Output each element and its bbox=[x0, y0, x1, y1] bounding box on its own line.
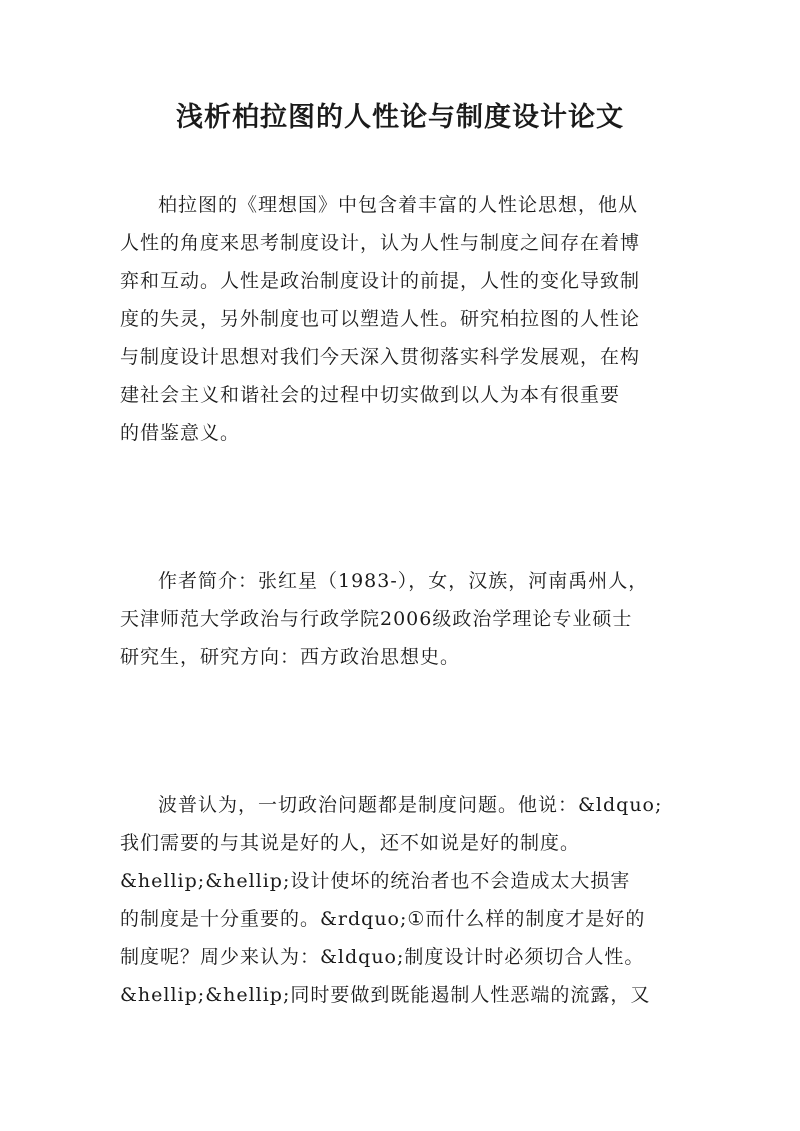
paragraph-line: 制度呢？周少来认为：&ldquo;制度设计时必须切合人性。 bbox=[120, 946, 645, 968]
paragraph-line: 人性的角度来思考制度设计，认为人性与制度之间存在着博 bbox=[120, 232, 641, 254]
paragraph-line: 的制度是十分重要的。&rdquo;①而什么样的制度才是好的 bbox=[120, 908, 646, 930]
paragraph-line: 研究生，研究方向：西方政治思想史。 bbox=[120, 646, 461, 668]
paragraph-line: 的借鉴意义。 bbox=[120, 422, 241, 444]
document-title: 浅析柏拉图的人性论与制度设计论文 bbox=[176, 102, 624, 133]
paragraph-line: 与制度设计思想对我们今天深入贯彻落实科学发展观，在构 bbox=[120, 346, 641, 368]
paragraph-line: &hellip;&hellip;同时要做到既能遏制人性恶端的流露，又 bbox=[120, 984, 651, 1006]
paragraph-body bbox=[120, 786, 686, 1014]
paragraph-line: 波普认为，一切政治问题都是制度问题。他说：&ldquo; bbox=[158, 794, 663, 816]
paragraph-line: 建社会主义和谐社会的过程中切实做到以人为本有很重要 bbox=[120, 384, 621, 406]
paragraph-abstract bbox=[120, 186, 686, 452]
paragraph-line: 弈和互动。人性是政治制度设计的前提，人性的变化导致制 bbox=[120, 270, 641, 292]
paragraph-line: 我们需要的与其说是好的人，还不如说是好的制度。 bbox=[120, 832, 581, 854]
paragraph-line: 柏拉图的《理想国》中包含着丰富的人性论思想，他从 bbox=[158, 194, 639, 216]
paragraph-line: &hellip;&hellip;设计使坏的统治者也不会造成太大损害 bbox=[120, 870, 631, 892]
paragraph-line: 天津师范大学政治与行政学院2006级政治学理论专业硕士 bbox=[120, 608, 633, 630]
paragraph-line: 度的失灵，另外制度也可以塑造人性。研究柏拉图的人性论 bbox=[120, 308, 641, 330]
paragraph-line: 作者简介：张红星（1983-），女，汉族，河南禹州人， bbox=[158, 570, 649, 592]
paragraph-author-bio bbox=[120, 562, 686, 676]
